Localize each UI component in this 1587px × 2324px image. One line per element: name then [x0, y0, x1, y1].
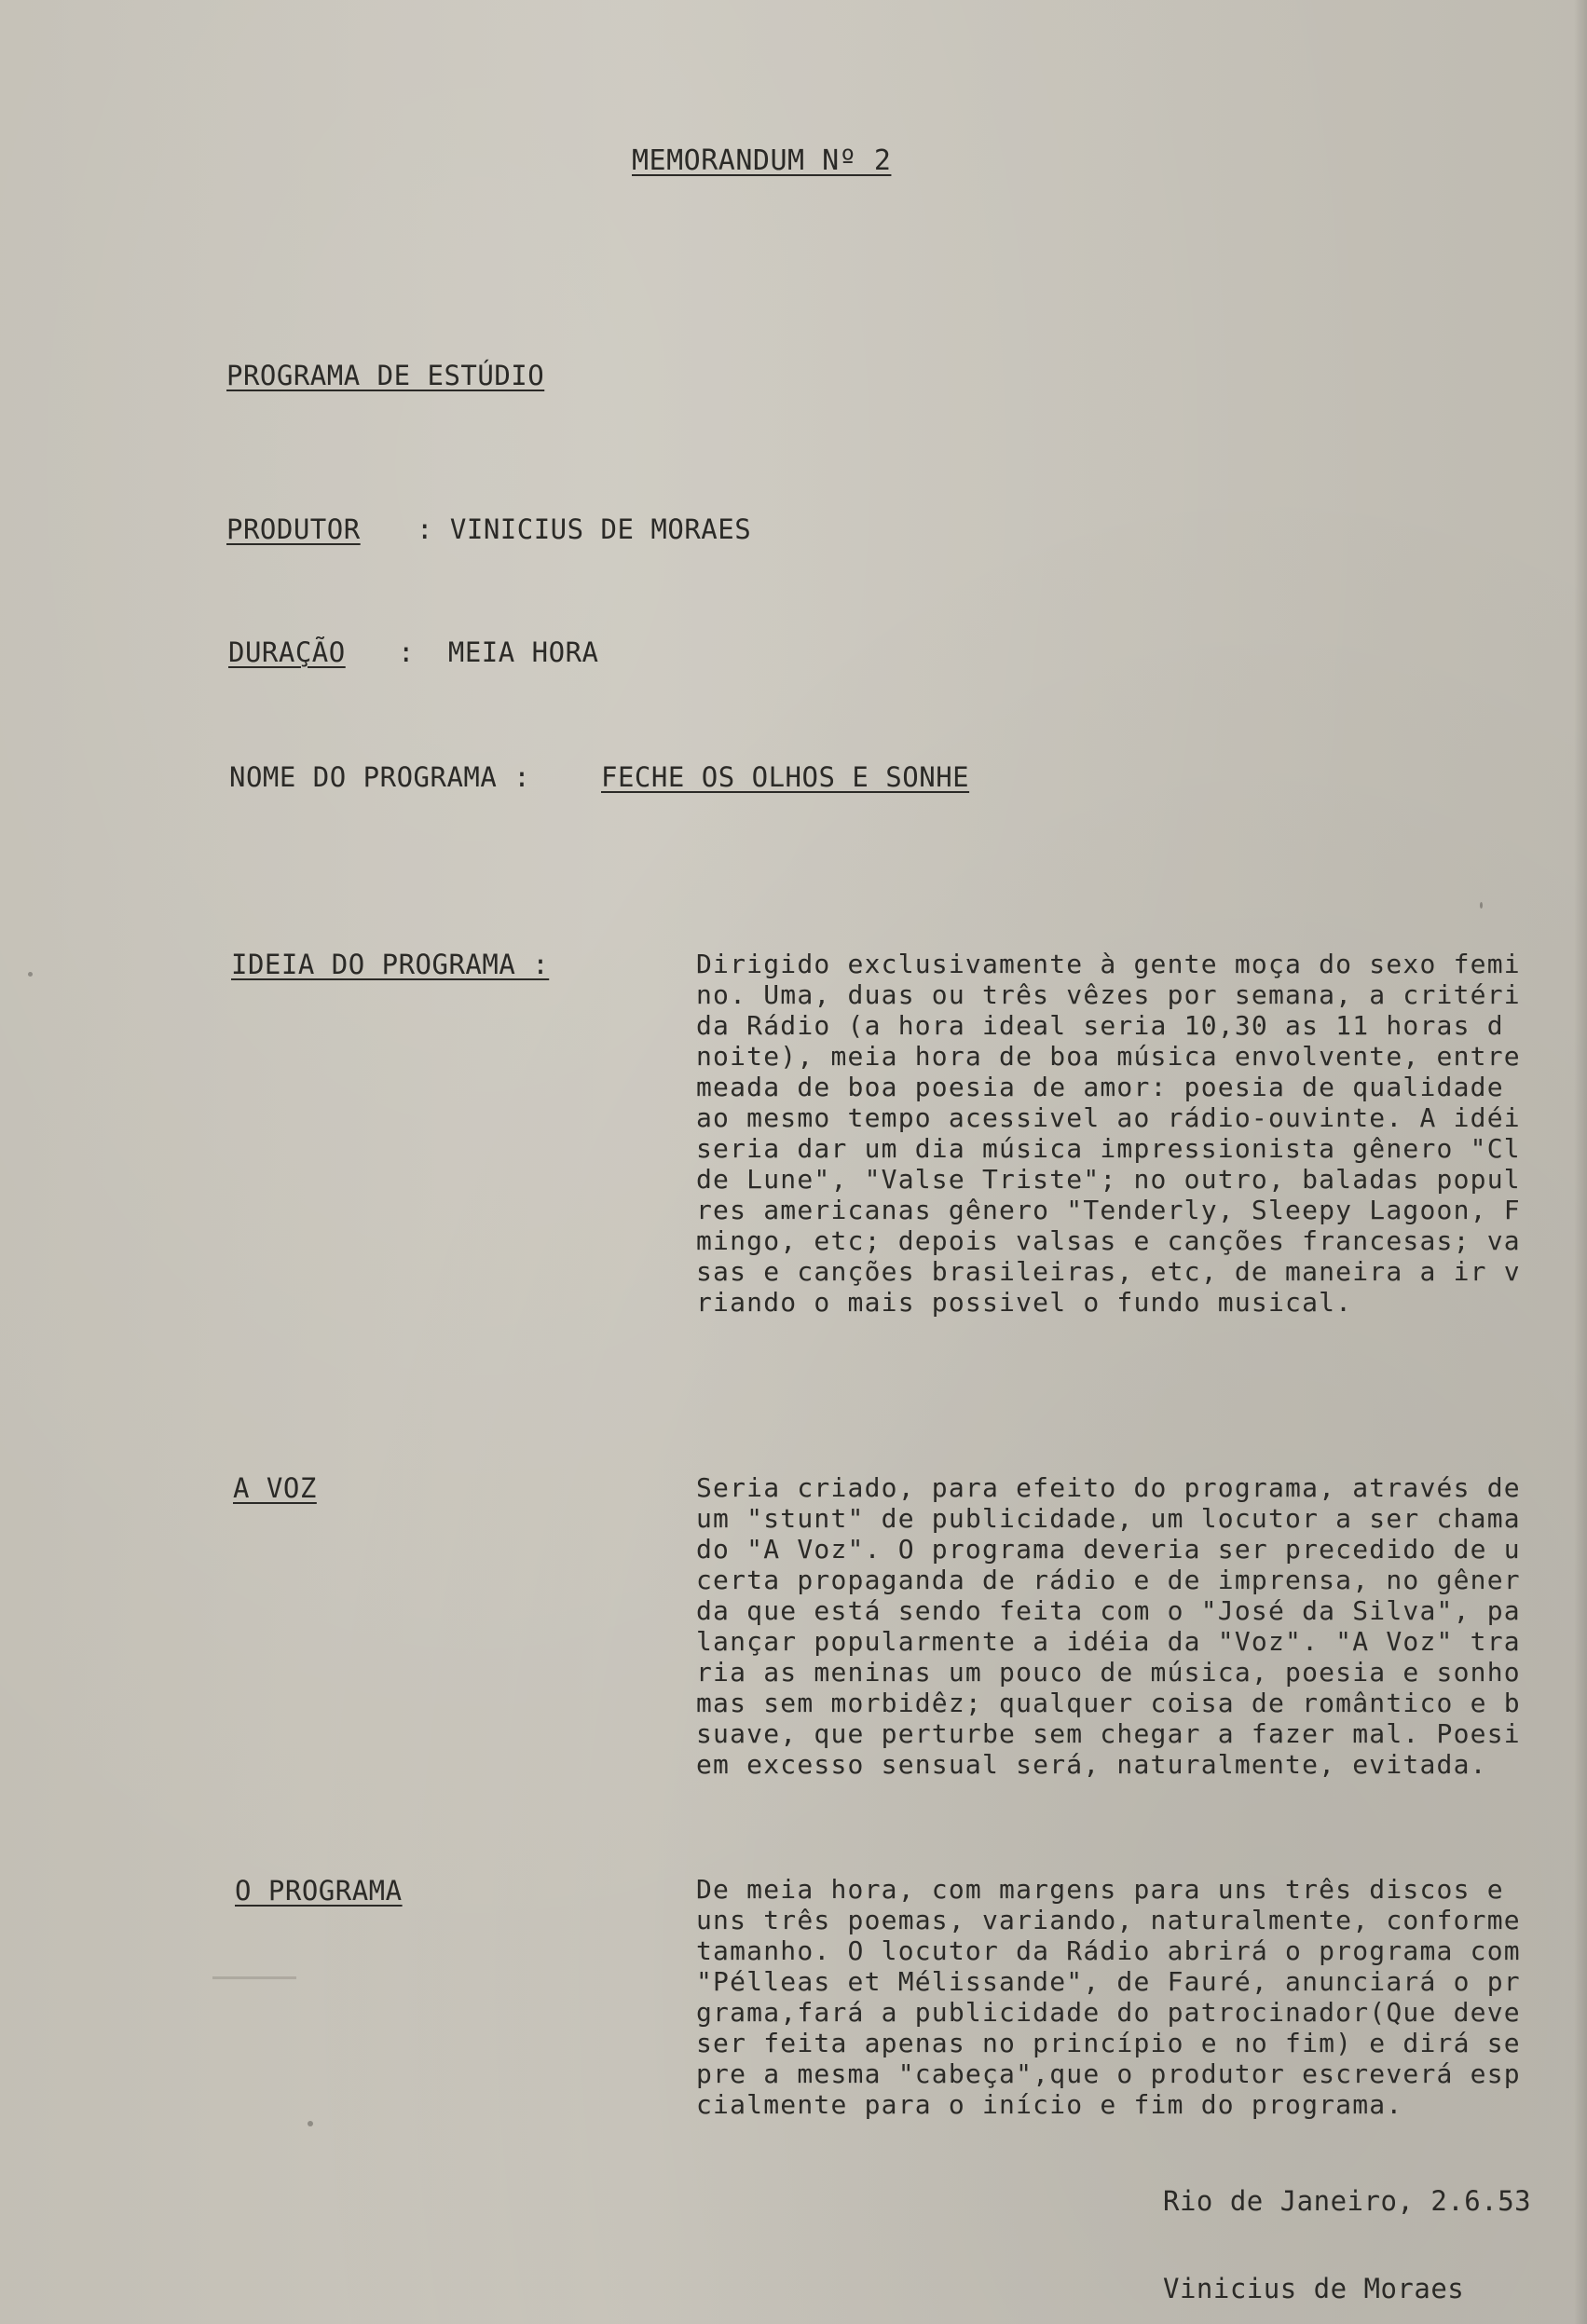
duration-label: DURAÇÃO	[228, 636, 346, 668]
body-line: um "stunt" de publicidade, um locutor a ser chama	[696, 1503, 1521, 1534]
section-heading-ideia: IDEIA DO PROGRAMA :	[231, 949, 550, 980]
program-name-label: NOME DO PROGRAMA :	[229, 761, 531, 793]
body-line: certa propaganda de rádio e de imprensa, no gêner	[696, 1565, 1521, 1595]
signature-name: Vinicius de Moraes	[1163, 2273, 1465, 2304]
body-line: ao mesmo tempo acessivel ao rádio-ouvinte. A idéi	[696, 1102, 1521, 1133]
program-name-value: FECHE OS OLHOS E SONHE	[601, 761, 970, 793]
producer-value: : VINICIUS DE MORAES	[417, 513, 752, 545]
body-line: "Pélleas et Mélissande", de Fauré, anunciará o pr	[696, 1966, 1521, 1997]
body-line: no. Uma, duas ou três vêzes por semana, a critéri	[696, 979, 1521, 1010]
body-line: lançar popularmente a idéia da "Voz". "A Voz" tra	[696, 1626, 1521, 1657]
body-line: mingo, etc; depois valsas e canções francesas; va	[696, 1225, 1521, 1256]
page-edge-shadow	[1574, 0, 1587, 2324]
section-heading-voz: A VOZ	[233, 1472, 317, 1504]
body-line: ria as meninas um pouco de música, poesia e sonho	[696, 1657, 1521, 1688]
paper-speck	[1480, 902, 1483, 909]
body-line: tamanho. O locutor da Rádio abrirá o programa com	[696, 1935, 1521, 1966]
body-line: meada de boa poesia de amor: poesia de qualidade	[696, 1072, 1504, 1102]
body-line: Seria criado, para efeito do programa, através de	[696, 1472, 1521, 1503]
body-line: noite), meia hora de boa música envolvente, entre	[696, 1041, 1521, 1072]
body-line: Dirigido exclusivamente à gente moça do sexo femi	[696, 949, 1521, 979]
body-line: de Lune", "Valse Triste"; no outro, baladas popul	[696, 1164, 1521, 1195]
paper-mark	[212, 1976, 296, 1979]
body-line: do "A Voz". O programa deveria ser precedido de u	[696, 1534, 1521, 1565]
paper-speck	[28, 972, 33, 977]
body-line: cialmente para o início e fim do programa.	[696, 2089, 1403, 2120]
body-line: seria dar um dia música impressionista gênero "Cl	[696, 1133, 1521, 1164]
body-line: mas sem morbidêz; qualquer coisa de romântico e b	[696, 1688, 1521, 1718]
program-type-heading: PROGRAMA DE ESTÚDIO	[226, 360, 545, 391]
body-line: pre a mesma "cabeça",que o produtor escreverá esp	[696, 2058, 1521, 2089]
body-line: da que está sendo feita com o "José da Silva", pa	[696, 1595, 1521, 1626]
place-date: Rio de Janeiro, 2.6.53	[1163, 2185, 1532, 2217]
body-line: res americanas gênero "Tenderly, Sleepy Lagoon, F	[696, 1195, 1521, 1225]
body-line: da Rádio (a hora ideal seria 10,30 as 11 horas d	[696, 1010, 1504, 1041]
duration-value: : MEIA HORA	[398, 636, 599, 668]
body-line: em excesso sensual será, naturalmente, evitada.	[696, 1749, 1487, 1780]
body-line: sas e canções brasileiras, etc, de maneira a ir v	[696, 1256, 1521, 1287]
producer-label: PRODUTOR	[226, 513, 361, 545]
section-heading-programa: O PROGRAMA	[235, 1875, 403, 1907]
paper-speck	[308, 2121, 313, 2126]
body-line: De meia hora, com margens para uns três discos e	[696, 1874, 1504, 1905]
body-line: riando o mais possivel o fundo musical.	[696, 1287, 1353, 1318]
body-line: suave, que perturbe sem chegar a fazer mal. Poesi	[696, 1718, 1521, 1749]
memo-title: MEMORANDUM Nº 2	[632, 144, 892, 177]
body-line: uns três poemas, variando, naturalmente, conforme	[696, 1905, 1521, 1935]
body-line: grama,fará a publicidade do patrocinador(Que deve	[696, 1997, 1521, 2028]
body-line: ser feita apenas no princípio e no fim) e dirá se	[696, 2028, 1521, 2058]
